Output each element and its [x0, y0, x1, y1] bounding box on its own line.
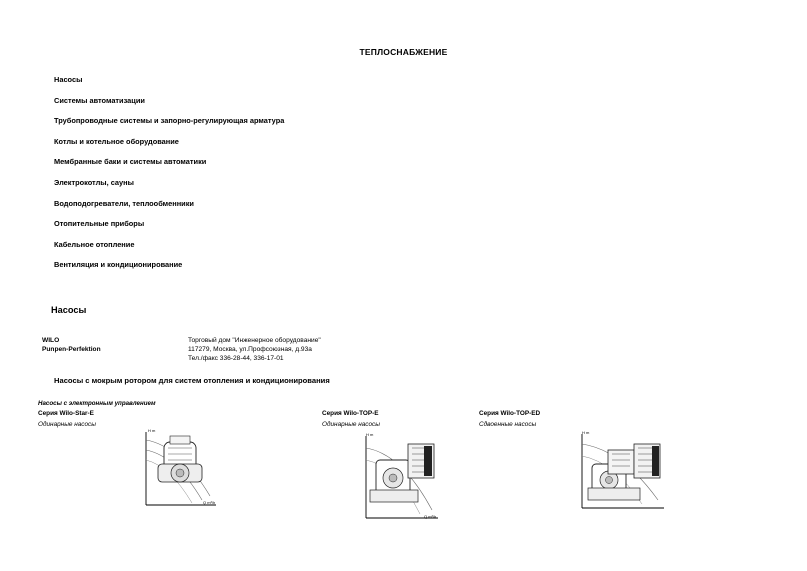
toc-item-automation[interactable]: Системы автоматизации: [54, 95, 145, 105]
toc-item-ventilation[interactable]: Вентиляция и кондиционирование: [54, 260, 183, 270]
toc-list: [54, 75, 284, 281]
page-title: ТЕПЛОСНАБЖЕНИЕ: [359, 47, 448, 57]
pump-top-e-illustration: [362, 432, 442, 522]
series-top-e-title: Серия Wilo-TOP-E: [322, 410, 379, 417]
company-brand: WILO: [42, 337, 60, 344]
pump-top-e-axis-y: H m: [366, 432, 374, 437]
pump-star-e-axis-y: H m: [148, 428, 156, 433]
toc-item-electric-boilers[interactable]: Электрокотлы, сауны: [54, 177, 134, 187]
series-top-ed-title: Серия Wilo-TOP-ED: [479, 410, 541, 417]
section-title: Насосы: [51, 305, 87, 315]
toc-item-piping[interactable]: Трубопроводные системы и запорно-регулирующая арматура: [54, 116, 285, 126]
pump-star-e-axis-x: Q m³/h: [203, 500, 216, 505]
pump-top-ed-illustration: [578, 430, 668, 512]
pump-top-ed-axis-y: H m: [582, 430, 590, 435]
pump-top-e-axis-x: Q m³/h: [424, 514, 437, 519]
toc-item-cable-heating[interactable]: Кабельное отопление: [54, 239, 135, 249]
pump-star-e-illustration: [140, 428, 220, 510]
toc-item-membrane-tanks[interactable]: Мембранные баки и системы автоматики: [54, 157, 207, 167]
series-top-e-type: Одинарные насосы: [322, 421, 380, 428]
pumps-category: Насосы с электронным управлением: [38, 400, 156, 407]
company-address: 117279, Москва, ул.Профсоюзная, д.93а: [188, 346, 312, 353]
company-distributor: Торговый дом "Инженерное оборудование": [188, 337, 321, 344]
series-top-ed-type: Сдвоенные насосы: [479, 421, 537, 428]
toc-item-pumps[interactable]: Насосы: [54, 75, 83, 84]
series-star-e-type: Одинарные насосы: [38, 421, 96, 428]
company-phone: Тел./факс 336-28-44, 336-17-01: [188, 355, 284, 362]
toc-item-water-heaters[interactable]: Водоподогреватели, теплообменники: [54, 198, 194, 208]
pumps-heading: Насосы с мокрым ротором для систем отопления и кондиционирования: [54, 376, 330, 385]
company-brand-full: Punpen-Perfektion: [42, 346, 101, 353]
toc-item-heating-devices[interactable]: Отопительные приборы: [54, 219, 145, 229]
series-star-e-title: Серия Wilo-Star-E: [38, 410, 94, 417]
toc-item-boilers[interactable]: Котлы и котельное оборудование: [54, 136, 179, 146]
